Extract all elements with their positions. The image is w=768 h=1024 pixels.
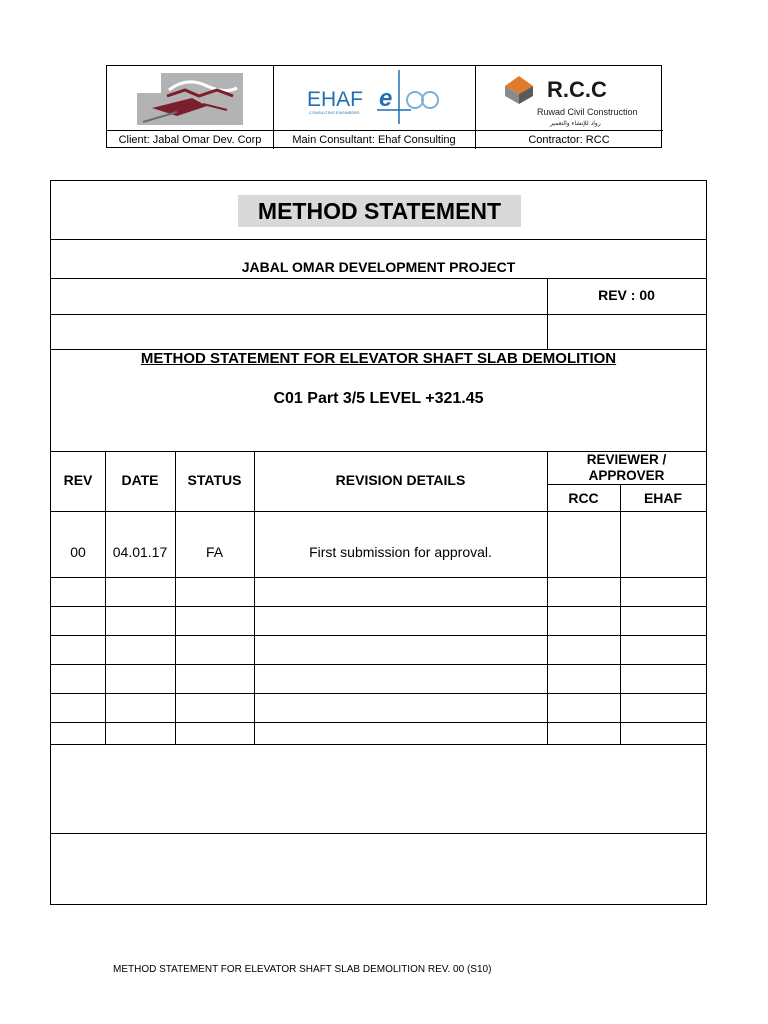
ehaf-logo-text: EHAF: [307, 88, 364, 111]
divider: [620, 484, 621, 744]
divider: [51, 511, 706, 512]
col-header-rcc: RCC: [568, 490, 599, 506]
row-status: FA: [205, 544, 224, 560]
divider: [51, 693, 706, 694]
row-date: 04.01.17: [112, 544, 168, 560]
col-header-date: DATE: [121, 472, 159, 488]
divider: [175, 451, 176, 744]
divider: [51, 239, 706, 240]
divider: [51, 744, 706, 745]
rcc-logo-sub: Ruwad Civil Construction: [537, 107, 638, 117]
rev-label: REV : 00: [598, 287, 655, 303]
client-logo-icon: [107, 66, 273, 130]
contractor-caption: Contractor: RCC: [528, 134, 610, 146]
divider: [51, 278, 706, 279]
divider: [51, 635, 706, 636]
divider: [51, 314, 706, 315]
col-header-rev: REV: [63, 472, 93, 488]
document-frame: [50, 180, 707, 905]
divider: [51, 577, 706, 578]
divider: [51, 664, 706, 665]
location-level: C01 Part 3/5 LEVEL +321.45: [273, 390, 484, 407]
rcc-logo-text: R.C.C: [547, 77, 607, 102]
svg-text:e: e: [379, 85, 393, 112]
client-caption: Client: Jabal Omar Dev. Corp: [107, 131, 274, 149]
col-header-ehaf: EHAF: [643, 490, 683, 506]
col-header-reviewer-approver: REVIEWER / APPROVER: [586, 452, 667, 483]
row-revision-details: First submission for approval.: [309, 544, 492, 560]
ehaf-logo-sub: CONSULTING ENGINEERS: [309, 110, 360, 115]
divider: [51, 833, 706, 834]
contractor-logo-cell: [475, 66, 663, 130]
logo-caption-row: [107, 130, 663, 150]
consultant-caption: Main Consultant: Ehaf Consulting: [273, 131, 476, 149]
ehaf-logo-icon: [273, 66, 475, 130]
divider: [105, 451, 106, 744]
divider: [51, 606, 706, 607]
method-statement-subject: METHOD STATEMENT FOR ELEVATOR SHAFT SLAB DEMOLITION: [140, 350, 617, 367]
rcc-logo-arabic: رواد للإنشاء والتعمير: [550, 120, 601, 127]
divider: [547, 484, 706, 485]
divider: [254, 451, 255, 744]
consultant-logo-cell: [273, 66, 476, 130]
col-header-revision-details: REVISION DETAILS: [335, 472, 466, 488]
page-title: METHOD STATEMENT: [257, 198, 502, 224]
row-rev: 00: [70, 544, 86, 560]
divider: [51, 722, 706, 723]
header-logo-table: [106, 65, 662, 148]
footer-text: METHOD STATEMENT FOR ELEVATOR SHAFT SLAB DEMOLITION REV. 00 (S10): [113, 964, 492, 975]
col-header-status: STATUS: [187, 472, 242, 488]
rcc-logo-icon: [475, 66, 663, 130]
project-name: JABAL OMAR DEVELOPMENT PROJECT: [241, 259, 516, 275]
client-logo-cell: [107, 66, 274, 130]
